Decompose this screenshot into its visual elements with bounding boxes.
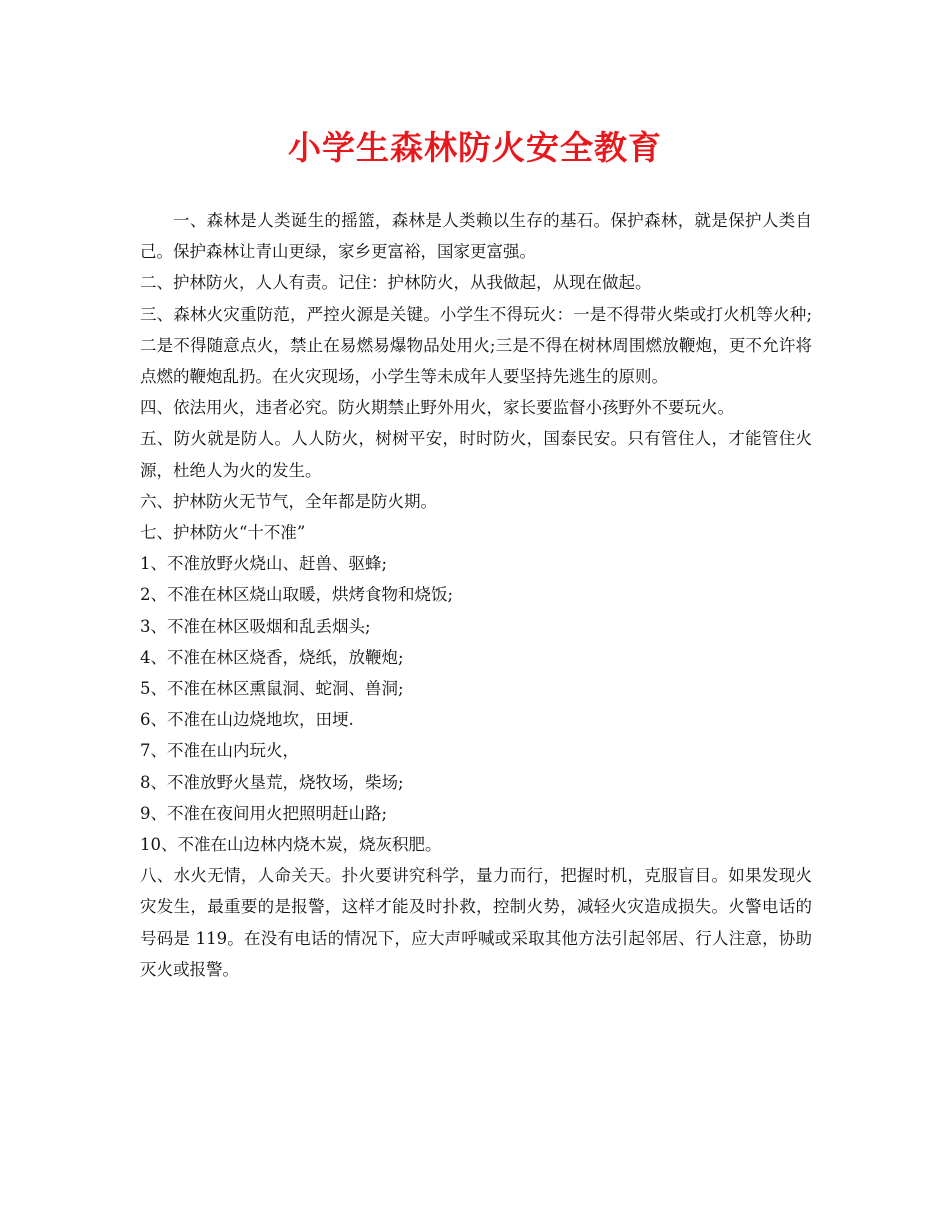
paragraph-5: 五、防火就是防人。人人防火，树树平安，时时防火，国泰民安。只有管住人，才能管住火源，杜绝人为火的发生。 bbox=[140, 429, 812, 480]
paragraph-2: 二、护林防火，人人有责。记住：护林防火，从我做起，从现在做起。 bbox=[140, 273, 652, 293]
list-item-3: 3、不准在林区吸烟和乱丢烟头; bbox=[140, 616, 371, 636]
list-item-10: 10、不准在山边林内烧木炭，烧灰积肥。 bbox=[140, 835, 442, 855]
document-title: 小学生森林防火安全教育 bbox=[288, 128, 662, 167]
list-item-5: 5、不准在林区熏鼠洞、蛇洞、兽洞; bbox=[140, 679, 404, 699]
paragraph-3: 三、森林火灾重防范，严控火源是关键。小学生不得玩火：一是不得带火柴或打火机等火种;二是不得随意点火，禁止在易燃易爆物品处用火;三是不得在树林周围燃放鞭炮，更不允许将点燃的鞭炮乱扔。在火灾现场，小学生等未成年人要坚持先逃生的原则。 bbox=[140, 304, 812, 387]
document-body bbox=[140, 205, 812, 985]
paragraph-8: 八、水火无情，人命关天。扑火要讲究科学，量力而行，把握时机，克服盲目。如果发现火灾发生，最重要的是报警，这样才能及时扑救，控制火势，减轻火灾造成损失。火警电话的号码是 119。在没有电话的情况下，应大声呼喊或采取其他方法引起邻居、行人注意，协助灭火或报警。 bbox=[140, 866, 812, 979]
list-item-6: 6、不准在山边烧地坎，田埂. bbox=[140, 710, 354, 730]
list-item-9: 9、不准在夜间用火把照明赶山路; bbox=[140, 803, 388, 823]
list-item-1: 1、不准放野火烧山、赶兽、驱蜂; bbox=[140, 554, 388, 574]
list-item-2: 2、不准在林区烧山取暖，烘烤食物和烧饭; bbox=[140, 585, 454, 605]
list-item-4: 4、不准在林区烧香，烧纸，放鞭炮; bbox=[140, 647, 404, 667]
list-item-7: 7、不准在山内玩火， bbox=[140, 741, 299, 761]
paragraph-1: 一、森林是人类诞生的摇篮，森林是人类赖以生存的基石。保护森林，就是保护人类自己。保护森林让青山更绿，家乡更富裕，国家更富强。 bbox=[140, 211, 812, 262]
paragraph-4: 四、依法用火，违者必究。防火期禁止野外用火，家长要监督小孩野外不要玩火。 bbox=[140, 398, 734, 418]
paragraph-6: 六、护林防火无节气，全年都是防火期。 bbox=[140, 491, 437, 511]
paragraph-7-heading: 七、护林防火“十不准” bbox=[140, 523, 306, 543]
list-item-8: 8、不准放野火垦荒，烧牧场，柴场; bbox=[140, 772, 404, 792]
